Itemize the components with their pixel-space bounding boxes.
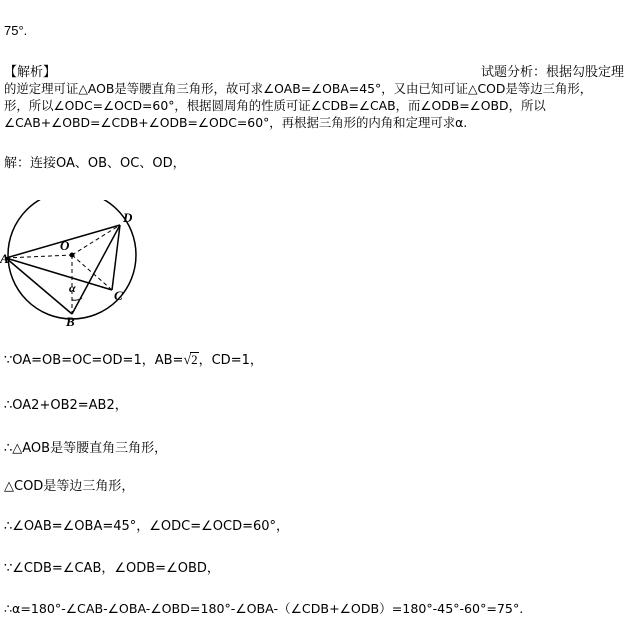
- solution-step-7: ∴α=180°-∠CAB-∠OBA-∠OBD=180°-∠OBA-（∠CDB+∠ODB）=180°-45°-60°=75°.: [4, 601, 524, 616]
- label-c: C: [114, 288, 123, 303]
- segment-bd: [72, 225, 120, 314]
- solution-step-3: ∴△AOB是等腰直角三角形，: [4, 441, 168, 456]
- analysis-line-3: ∠CAB+∠OBD=∠CDB+∠ODB=∠ODC=60°，再根据三角形的内角和定理可求α.: [4, 115, 468, 130]
- step1-suffix: ，CD=1，: [198, 353, 263, 368]
- segment-oc: [72, 255, 112, 290]
- analysis-line-1: 的逆定理可证△AOB是等腰直角三角形，故可求∠OAB=∠OBA=45°，又由已知可证△COD是等边三角形，: [4, 81, 593, 96]
- label-alpha: α: [69, 281, 76, 295]
- solution-step-2: ∴OA2+OB2=AB2，: [4, 398, 128, 413]
- alpha-arc: [72, 298, 82, 300]
- solution-step-6: ∵∠CDB=∠CAB，∠ODB=∠OBD，: [4, 561, 220, 576]
- label-o: O: [60, 238, 70, 253]
- analysis-intro: 试题分析：根据勾股定理: [480, 65, 624, 80]
- segment-od: [72, 225, 120, 255]
- label-b: B: [66, 314, 75, 329]
- analysis-line-2: 形，所以∠ODC=∠OCD=60°，根据圆周角的性质可证∠CDB=∠CAB，而∠ODB=∠OBD，所以: [4, 98, 546, 113]
- segment-ac: [6, 258, 112, 290]
- circle-figure: [0, 200, 170, 330]
- sqrt-radicand: 2: [191, 352, 198, 367]
- solution-start: 解：连接OA、OB、OC、OD，: [4, 156, 186, 171]
- label-d: D: [123, 210, 133, 225]
- solution-step-1: [4, 352, 263, 369]
- label-a: A: [0, 251, 9, 266]
- answer-line: 75°.: [4, 23, 28, 38]
- solution-step-5: ∴∠OAB=∠OBA=45°，∠ODC=∠OCD=60°，: [4, 519, 290, 534]
- step1-prefix: ∵OA=OB=OC=OD=1，AB=: [4, 353, 184, 368]
- center-point: [70, 253, 75, 258]
- segment-dc: [112, 225, 120, 290]
- solution-step-4: △COD是等边三角形，: [4, 479, 135, 494]
- analysis-heading: 【解析】: [4, 65, 57, 80]
- sqrt-symbol: √: [183, 353, 192, 368]
